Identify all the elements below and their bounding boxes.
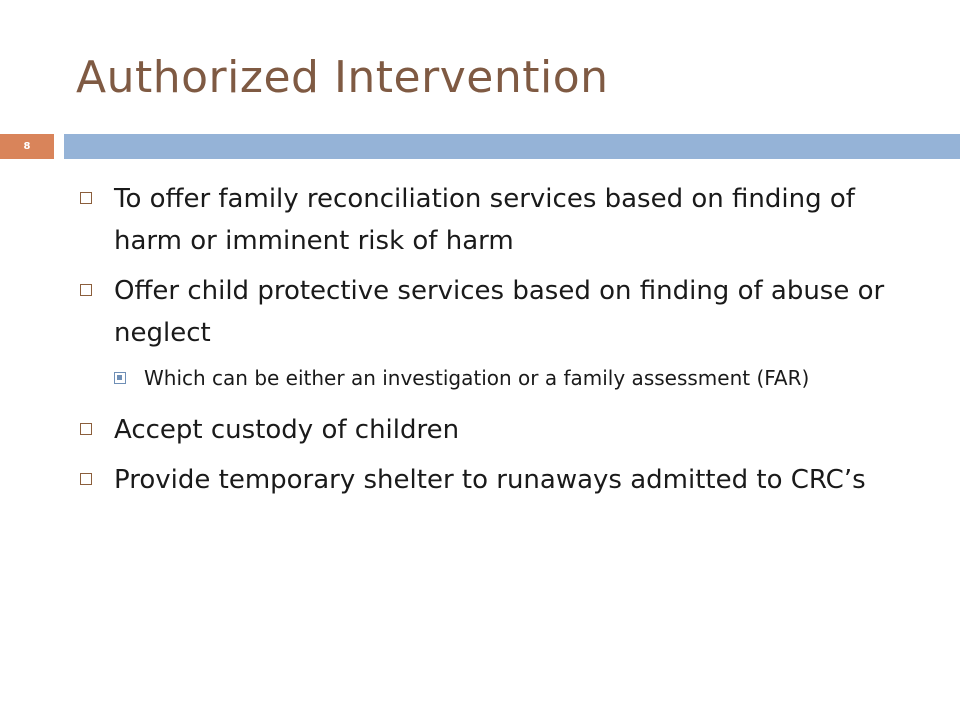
title-rule-bar <box>64 134 960 159</box>
bullet-item <box>76 178 896 262</box>
bullet-list <box>76 178 896 509</box>
bullet-text: To offer family reconciliation services based on finding of harm or imminent risk of harm <box>114 184 855 256</box>
square-bullet-icon <box>80 284 92 296</box>
bullet-text: Accept custody of children <box>114 415 460 445</box>
square-bullet-icon <box>80 423 92 435</box>
bullet-item <box>76 459 896 501</box>
slide-title: Authorized Intervention <box>76 52 609 103</box>
bullet-text: Offer child protective services based on finding of abuse or neglect <box>114 276 885 348</box>
bullet-text: Provide temporary shelter to runaways admitted to CRC’s <box>114 465 866 495</box>
filled-square-bullet-icon <box>114 372 126 384</box>
bullet-item <box>76 270 896 354</box>
square-bullet-icon <box>80 473 92 485</box>
square-bullet-icon <box>80 192 92 204</box>
slide-number: 8 <box>0 134 54 159</box>
sub-bullet-text: Which can be either an investigation or a family assessment (FAR) <box>144 366 810 390</box>
sub-bullet-item <box>76 362 896 395</box>
bullet-item <box>76 409 896 451</box>
